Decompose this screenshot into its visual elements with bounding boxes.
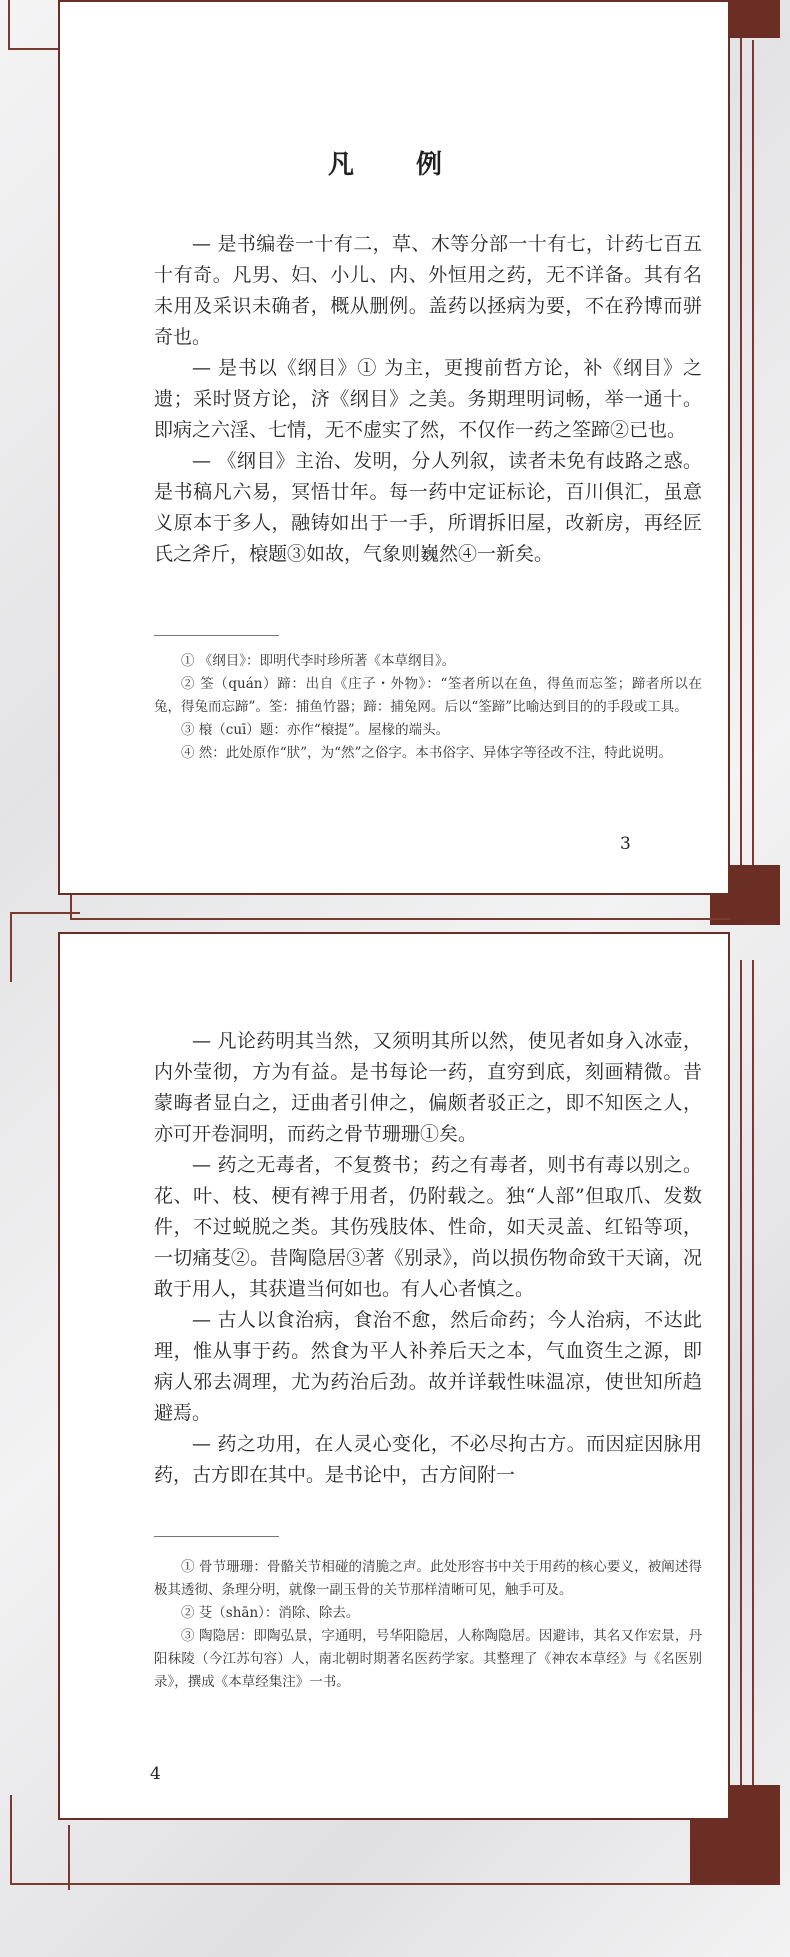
footnote: ③ 榱（cuī）题：亦作“榱提”。屋椽的端头。 [181, 722, 450, 738]
paragraph: — 药之无毒者，不复赘书；药之有毒者，则书有毒以别之。花、叶、枝、梗有裨于用者，仍附载之。独“人部”但取爪、发数件，不过蜕脱之类。其伤残肢体、性命，如天灵盖、红铅等项，一切痛芟②。昔陶隐居③著《别录》，尚以损伤物命致干天谪，况敢于用人，其获遣当何如也。有人心者慎之。 [154, 1154, 702, 1300]
frame-line [10, 912, 12, 982]
footnote-divider [154, 1536, 279, 1537]
footnote-divider [154, 635, 279, 636]
paragraph: — 凡论药明其当然，又须明其所以然，使见者如身入冰壶，内外莹彻，方为有益。是书每论一药，直穷到底，刻画精微。昔蒙晦者显白之，迂曲者引伸之，偏颇者驳正之，即不知医之人，亦可开卷洞明，而药之骨节珊珊①矣。 [154, 1030, 702, 1145]
footnote: ② 芟（shān）：消除、除去。 [181, 1605, 360, 1621]
body-text [154, 229, 702, 570]
frame-line [68, 1825, 70, 1890]
page-number: 4 [150, 1764, 161, 1784]
paragraph: — 是书编卷一十有二，草、木等分部一十有七，计药七百五十有奇。凡男、妇、小儿、内、外恒用之药，无不详备。其有名未用及采识未确者，概从删例。盖药以拯病为要，不在矜博而骈奇也。 [154, 233, 702, 348]
frame-line [10, 1883, 730, 1885]
frame-line [10, 1795, 12, 1885]
body-text [154, 1026, 702, 1491]
frame-line [70, 918, 730, 920]
frame-line [8, 0, 10, 50]
footnotes [154, 1556, 702, 1694]
frame-line [752, 40, 754, 910]
footnotes [154, 650, 702, 765]
page-title: 凡 例 [327, 150, 460, 180]
frame-line [752, 960, 754, 1850]
page-number: 3 [620, 834, 631, 854]
footnote: ② 筌（quán）蹄：出自《庄子・外物》：“筌者所以在鱼，得鱼而忘筌；蹄者所以在兔，得兔而忘蹄”。筌：捕鱼竹器；蹄：捕兔网。后以“筌蹄”比喻达到目的的手段或工具。 [154, 676, 702, 715]
paragraph: — 《纲目》主治、发明，分人列叙，读者未免有歧路之惑。是书稿凡六易，冥悟廿年。每一药中定证标论，百川俱汇，虽意义原本于多人，融铸如出于一手，所谓拆旧屋，改新房，再经匠氏之斧斤，榱题③如故，气象则巍然④一新矣。 [154, 450, 702, 565]
book-page-3 [58, 0, 730, 895]
paragraph: — 古人以食治病，食治不愈，然后命药；今人治病，不达此理，惟从事于药。然食为平人补养后天之本，气血资生之源，即病人邪去凋理，尤为药治后劲。故并详载性味温凉，使世知所趋避焉。 [154, 1309, 702, 1424]
frame-line [740, 30, 742, 910]
book-page-4 [58, 932, 730, 1820]
paragraph: — 是书以《纲目》① 为主，更搜前哲方论，补《纲目》之遗；采时贤方论，济《纲目》之美。务期理明词畅，举一通十。即病之六淫、七情，无不虚实了然，不仅作一药之筌蹄②已也。 [154, 357, 702, 441]
footnote: ① 骨节珊珊：骨骼关节相碰的清脆之声。此处形容书中关于用药的核心要义，被阐述得极其透彻、条理分明，就像一副玉骨的关节那样清晰可见，触手可及。 [154, 1559, 702, 1598]
footnote: ④ 然：此处原作“肰”，为“然”之俗字。本书俗字、异体字等径改不注，特此说明。 [181, 745, 672, 761]
footnote: ① 《纲目》：即明代李时珍所著《本草纲目》。 [181, 653, 456, 669]
paragraph: — 药之功用，在人灵心变化，不必尽拘古方。而因症因脉用药，古方即在其中。是书论中，古方间附一 [154, 1433, 702, 1486]
footnote: ③ 陶隐居：即陶弘景，字通明，号华阳隐居，人称陶隐居。因避讳，其名又作宏景，丹阳秣陵（今江苏句容）人，南北朝时期著名医药学家。其整理了《神农本草经》与《名医别录》，撰成《本草经集注》一书。 [154, 1628, 702, 1690]
frame-line [740, 960, 742, 1840]
